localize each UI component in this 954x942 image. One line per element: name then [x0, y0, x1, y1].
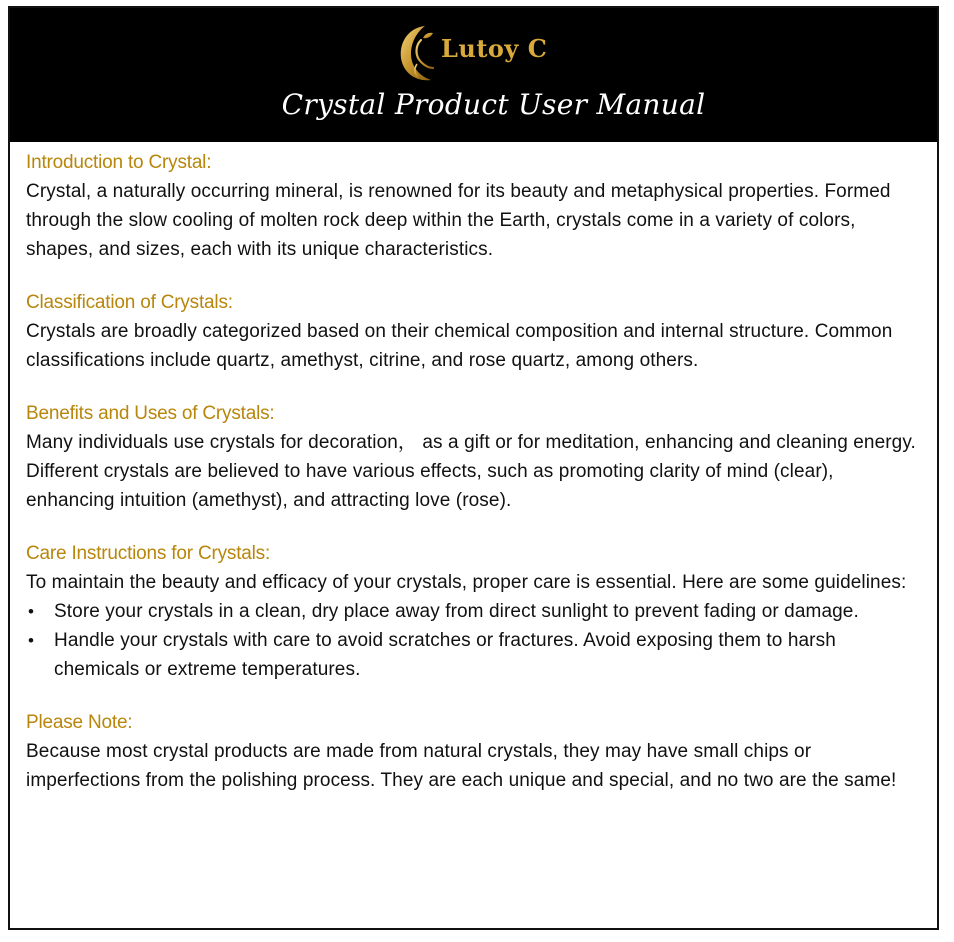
section-heading: Please Note:	[26, 712, 133, 733]
bullet-icon: •	[28, 631, 35, 650]
bullet-icon: •	[28, 602, 35, 621]
section-heading: Benefits and Uses of Crystals:	[26, 403, 275, 424]
manual-frame	[8, 6, 939, 930]
list-item	[26, 626, 926, 684]
section-benefits	[26, 399, 926, 515]
section-body: Because most crystal products are made from natural crystals, they may have small chips or imperfections from the polishing process. They are each unique and special, and no two are the same!	[26, 741, 897, 791]
care-guidelines-list	[26, 597, 926, 684]
section-body: Many individuals use crystals for decoration， as a gift or for meditation, enhancing and cleaning energy. Different crystals are believed to have various effects, such as promoting clarity of mind (clear), enhancing intuition (amethyst), and attracting love (rose).	[26, 432, 916, 511]
section-heading: Classification of Crystals:	[26, 292, 233, 313]
brand	[395, 20, 585, 86]
list-item	[26, 597, 926, 626]
section-heading: Care Instructions for Crystals:	[26, 543, 271, 564]
document-title: Crystal Product User Manual	[281, 88, 706, 121]
header-banner	[10, 8, 937, 142]
brand-name: Lutoy C	[441, 34, 548, 63]
section-body: To maintain the beauty and efficacy of your crystals, proper care is essential. Here are some guidelines:	[26, 572, 907, 593]
section-body: Crystal, a naturally occurring mineral, is renowned for its beauty and metaphysical properties. Formed through the slow cooling of molten rock deep within the Earth, crystals come in a variety of colors, shapes, and sizes, each with its unique characteristics.	[26, 181, 891, 260]
section-body: Crystals are broadly categorized based on their chemical composition and internal structure. Common classifications include quartz, amethyst, citrine, and rose quartz, among others.	[26, 321, 893, 371]
list-item-text: Store your crystals in a clean, dry place away from direct sunlight to prevent fading or damage.	[54, 601, 859, 622]
section-classification	[26, 288, 926, 375]
manual-content	[26, 148, 926, 819]
section-care	[26, 539, 926, 684]
section-heading: Introduction to Crystal:	[26, 152, 212, 173]
list-item-text: Handle your crystals with care to avoid scratches or fractures. Avoid exposing them to harsh chemicals or extreme temperatures.	[54, 630, 836, 680]
crescent-leaf-logo-icon	[395, 20, 441, 86]
section-introduction	[26, 148, 926, 264]
section-please-note	[26, 708, 926, 795]
